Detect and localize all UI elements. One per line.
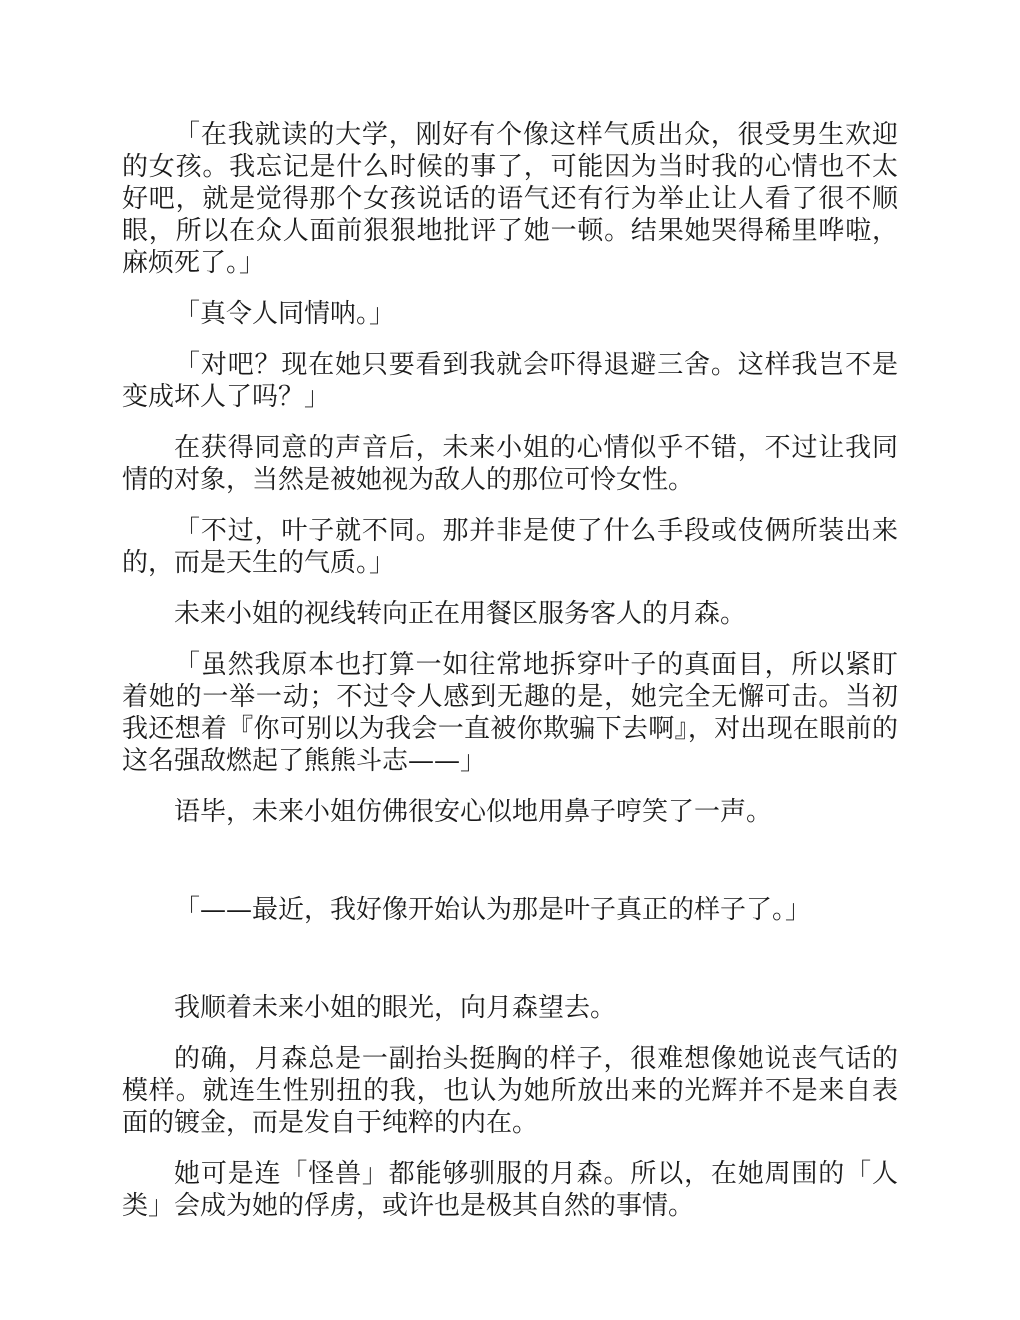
- paragraph-2: 「真令人同情呐。」: [174, 299, 396, 329]
- paragraph-11: 的确，月森总是一副抬头挺胸的样子，很难想像她说丧气话的模样。就连生性别扭的我，也认为她所放出来的光辉并不是来自表面的镀金，而是发自于纯粹的内在。: [122, 1044, 898, 1138]
- paragraph-8: 语毕，未来小姐仿佛很安心似地用鼻子哼笑了一声。: [174, 797, 773, 827]
- paragraph-10: 我顺着未来小姐的眼光，向月森望去。: [174, 993, 617, 1023]
- paragraph-6: 未来小姐的视线转向正在用餐区服务客人的月森。: [174, 599, 747, 629]
- paragraph-12: 她可是连「怪兽」都能够驯服的月森。所以，在她周围的「人类」会成为她的俘虏，或许也是极其自然的事情。: [122, 1159, 898, 1221]
- paragraph-3: 「对吧？现在她只要看到我就会吓得退避三舍。这样我岂不是变成坏人了吗？」: [122, 350, 898, 412]
- paragraph-5: 「不过，叶子就不同。那并非是使了什么手段或伎俩所装出来的，而是天生的气质。」: [122, 516, 898, 578]
- paragraph-1: 「在我就读的大学，刚好有个像这样气质出众，很受男生欢迎的女孩。我忘记是什么时候的事了，可能因为当时我的心情也不太好吧，就是觉得那个女孩说话的语气还有行为举止让人看了很不顺眼，所以在众人面前狠狠地批评了她一顿。结果她哭得稀里哗啦，麻烦死了。」: [122, 120, 898, 278]
- book-page: [122, 119, 898, 1241]
- paragraph-4: 在获得同意的声音后，未来小姐的心情似乎不错，不过让我同情的对象，当然是被她视为敌人的那位可怜女性。: [122, 433, 898, 495]
- paragraph-9: 「——最近，我好像开始认为那是叶子真正的样子了。」: [174, 895, 812, 925]
- paragraph-7: 「虽然我原本也打算一如往常地拆穿叶子的真面目，所以紧盯着她的一举一动；不过令人感到无趣的是，她完全无懈可击。当初我还想着『你可别以为我会一直被你欺骗下去啊』，对出现在眼前的这名强敌燃起了熊熊斗志——」: [122, 650, 898, 776]
